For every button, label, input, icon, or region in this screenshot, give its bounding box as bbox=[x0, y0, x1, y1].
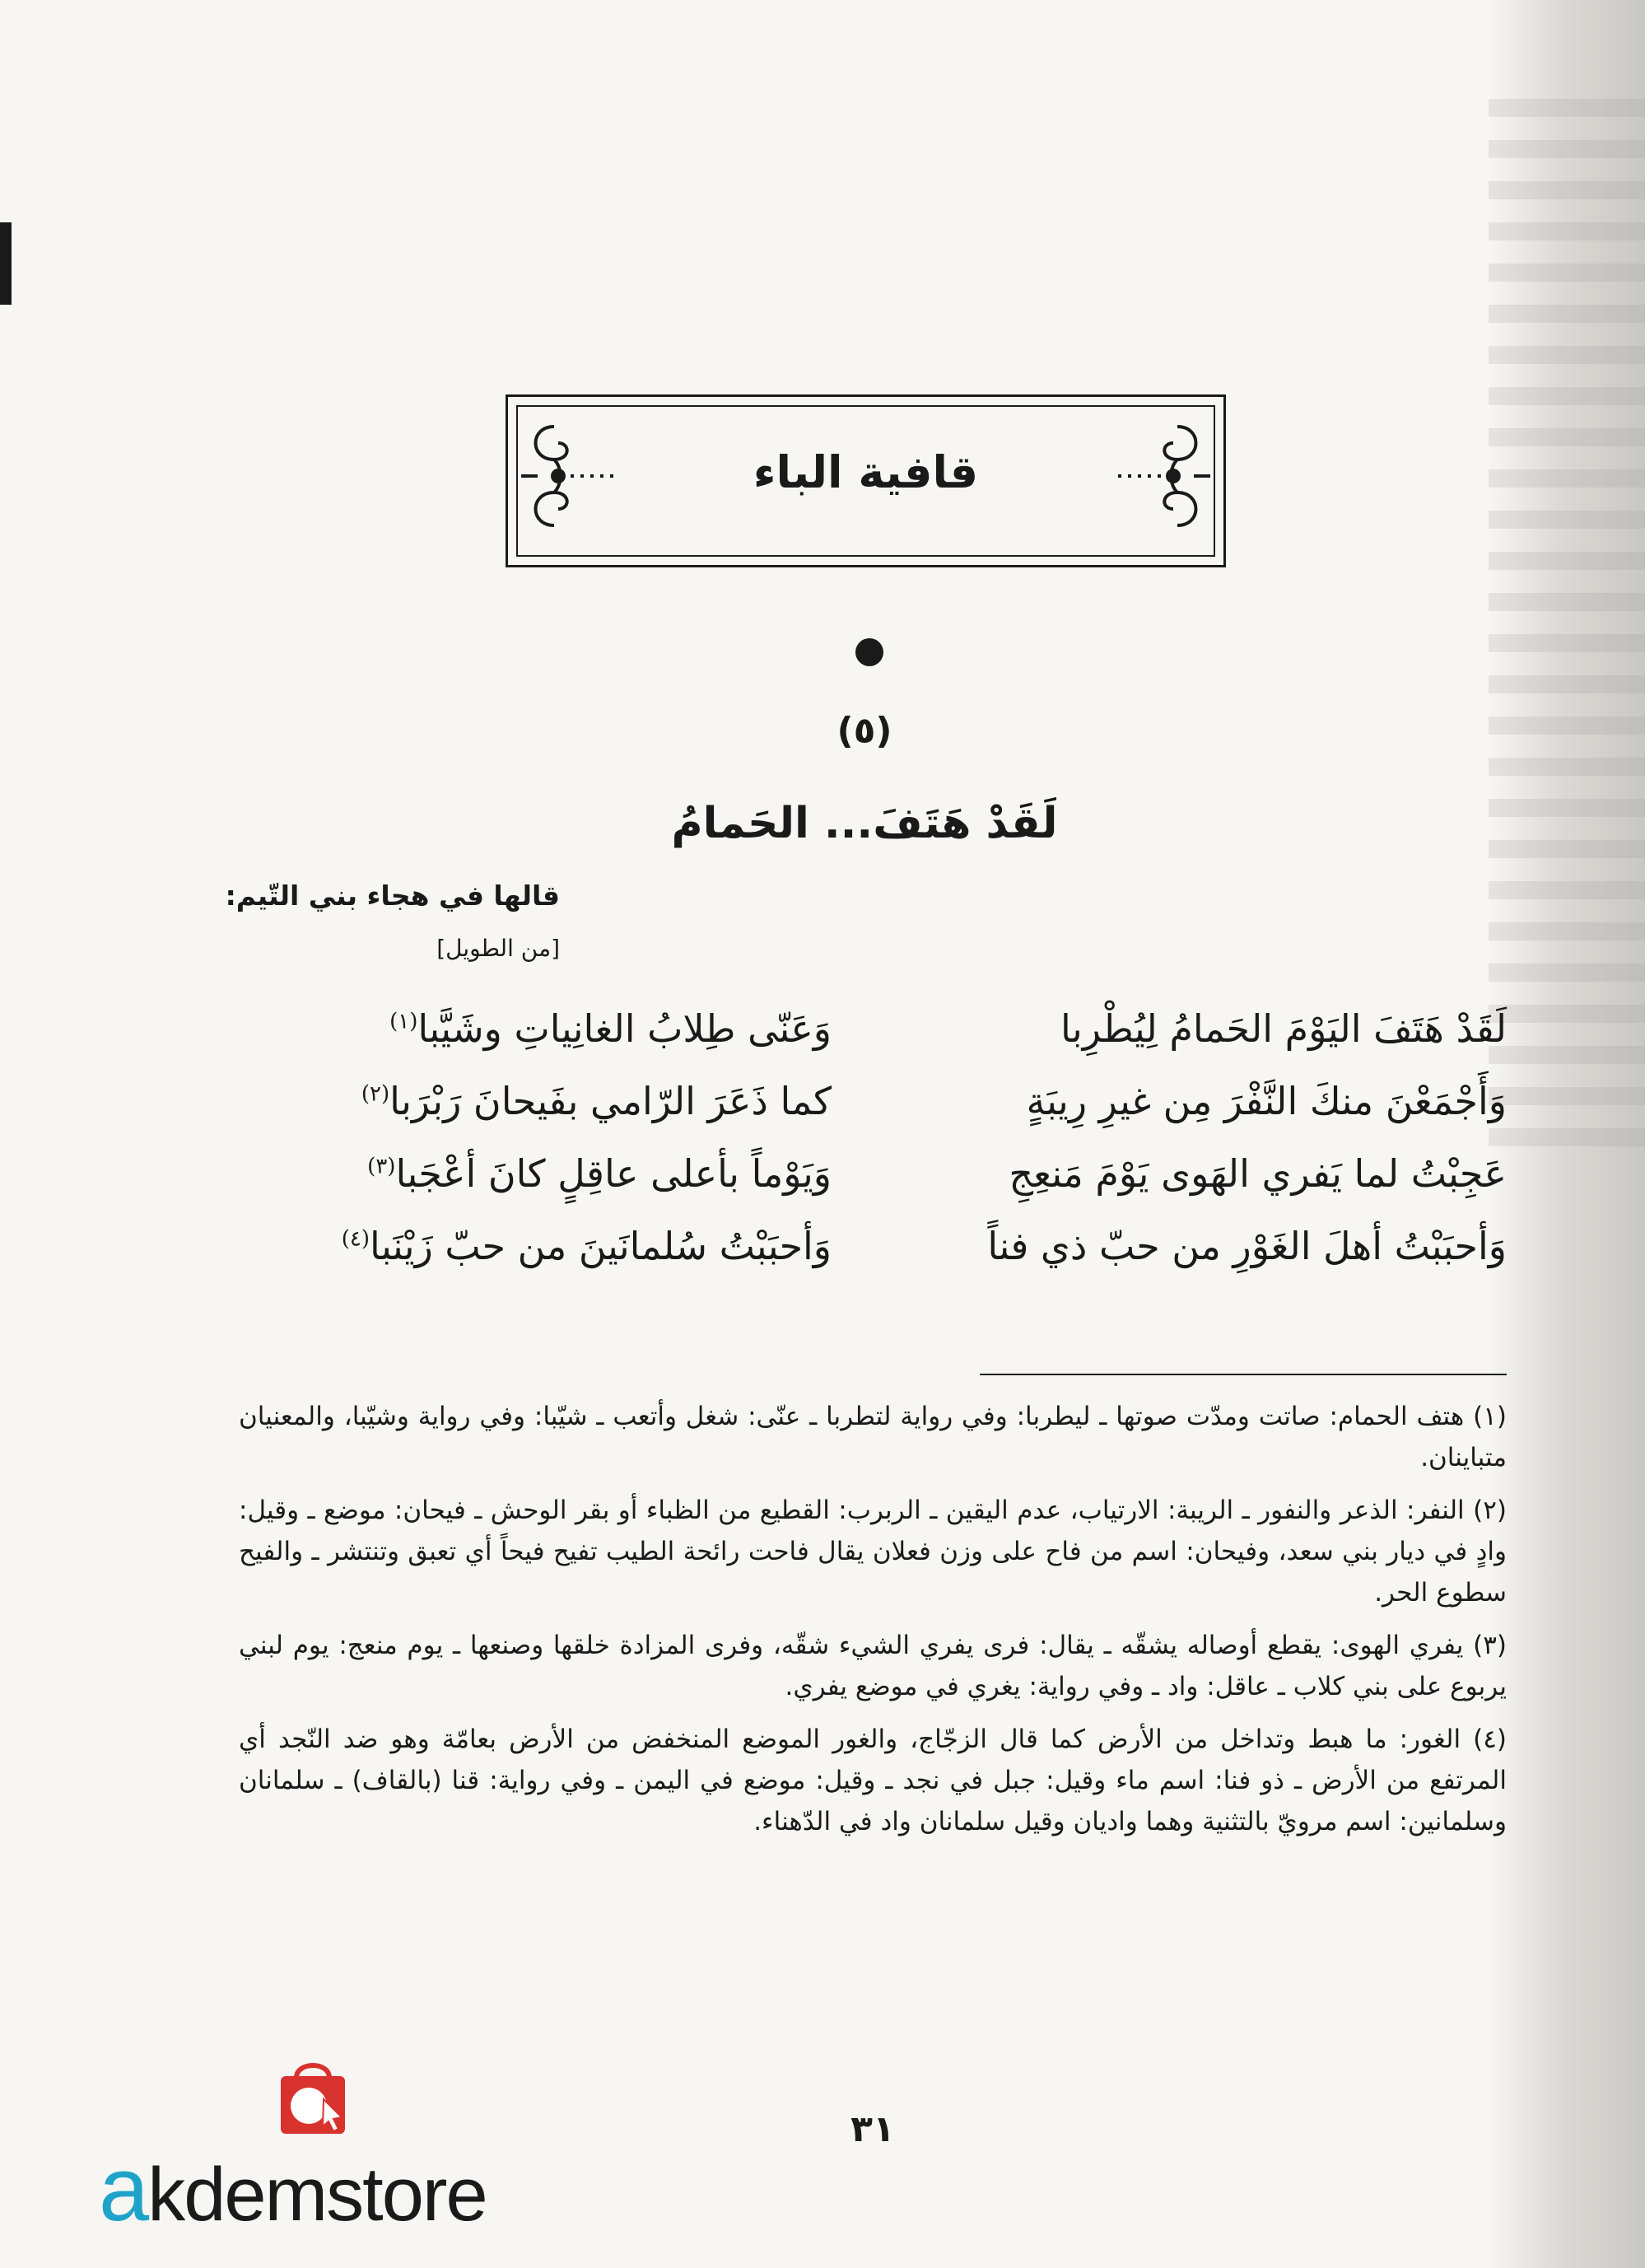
footnote-mark: (٣) bbox=[1473, 1631, 1507, 1660]
ornament-right-icon bbox=[1087, 418, 1210, 534]
verse-list bbox=[239, 992, 1507, 1282]
verse-first-hemistich: وَأَجْمَعْنَ منكَ النَّفْرَ مِن غيرِ رِيبَةٍ bbox=[1026, 1079, 1507, 1123]
watermark-logo bbox=[99, 2055, 560, 2240]
footnote-mark: (٢) bbox=[1473, 1496, 1507, 1525]
section-bullet bbox=[855, 638, 883, 666]
footnote-text: يفري الهوى: يقطع أوصاله يشقّه ـ يقال: فرى يفري الشيء شقّه، وفرى المزادة خلقها وصنعها ـ يوم منعج: يوم لبني يربوع على بني كلاب ـ عاقل: واد ـ وفي رواية: يغري في موضع يفري. bbox=[239, 1631, 1507, 1701]
verse-line bbox=[239, 1137, 1507, 1210]
page-number: ٣١ bbox=[850, 2108, 895, 2150]
poem-title: لَقَدْ هَتَفَ... الحَمامُ bbox=[671, 799, 1058, 848]
poem-meter: [من الطويل] bbox=[436, 935, 560, 962]
footnote-mark: (٤) bbox=[1473, 1724, 1508, 1754]
shopping-bag-icon bbox=[276, 2055, 350, 2137]
footnote-text: هتف الحمام: صاتت ومدّت صوتها ـ ليطربا: وفي رواية لتطربا ـ عنّى: شغل وأتعب ـ شيّبا: وفي رواية وشيّبا، والمعنيان متباينان. bbox=[239, 1402, 1507, 1472]
bleed-through-text bbox=[1489, 99, 1645, 1169]
footnote-ref: (٣) bbox=[367, 1154, 396, 1179]
poem-intro: قالها في هجاء بني التّيم: bbox=[225, 880, 560, 912]
scan-edge-mark bbox=[0, 222, 12, 305]
footnote-rule bbox=[980, 1374, 1507, 1375]
page-bleed-shadow bbox=[1489, 0, 1645, 2268]
verse-second-hemistich: وَأحبَبْتُ سُلمانَينَ من حبّ زَيْنَبا$^{(٤)}$ bbox=[341, 1224, 832, 1268]
footnotes bbox=[239, 1396, 1507, 1854]
footnote-mark: (١) bbox=[1473, 1402, 1508, 1431]
footnote-ref: (٢) bbox=[361, 1081, 390, 1107]
verse-line bbox=[239, 1065, 1507, 1137]
verse-first-hemistich: عَجِبْتُ لما يَفري الهَوى يَوْمَ مَنعِجِ bbox=[1009, 1151, 1507, 1196]
ornament-left-icon bbox=[521, 418, 645, 534]
verse-second-hemistich: كما ذَعَرَ الرّامي بفَيحانَ رَبْرَبا$^{(٢)}$ bbox=[361, 1079, 832, 1123]
footnote-ref: (١) bbox=[389, 1009, 418, 1034]
verse-first-hemistich: لَقَدْ هَتَفَ اليَوْمَ الحَمامُ لِيُطْرِبا bbox=[1060, 1006, 1507, 1051]
verse-line bbox=[239, 992, 1507, 1065]
footnote bbox=[239, 1719, 1507, 1842]
verse-second-hemistich: وَعَنّى طِلابُ الغانِياتِ وشَيَّبا$^{(١)}$ bbox=[389, 1006, 832, 1051]
rhyme-section-title: قافية الباء bbox=[753, 446, 979, 498]
verse-second-hemistich: وَيَوْماً بأعلى عاقِلٍ كانَ أعْجَبا$^{(٣)}$ bbox=[367, 1151, 832, 1196]
footnote-text: الغور: ما هبط وتداخل من الأرض كما قال الزجّاج، والغور الموضع المنخفض من الأرض بعامّة وهو ضد النّجد أي المرتفع من الأرض ـ ذو فنا: اسم ماء وقيل: جبل في نجد ـ وقيل: موضع في اليمن ـ وفي رواية: قنا (بالقاف) ـ سلمانان وسلمانين: اسم مرويّ بالتثنية وهما واديان وقيل سلمانان واد في الدّهناء. bbox=[239, 1724, 1507, 1836]
footnote bbox=[239, 1490, 1507, 1613]
verse-line bbox=[239, 1210, 1507, 1282]
footnote-text: النفر: الذعر والنفور ـ الريبة: الارتياب، عدم اليقين ـ الربرب: القطيع من الظباء أو بقر الوحش ـ فيحان: موضع ـ وقيل: وادٍ في ديار بني سعد، وفيحان: اسم من فاح على وزن فعلان يقال فاحت رائحة الطيب تفيح فيحاً أي تعبق وتنتشر ـ والفيح سطوع الحر. bbox=[239, 1496, 1507, 1608]
footnote bbox=[239, 1396, 1507, 1478]
verse-first-hemistich: وَأحبَبْتُ أهلَ الغَوْرِ من حبّ ذي فناً bbox=[987, 1224, 1507, 1268]
poem-number: (٥) bbox=[836, 710, 892, 752]
footnote bbox=[239, 1625, 1507, 1707]
heading-frame bbox=[506, 394, 1226, 567]
footnote-ref: (٤) bbox=[341, 1226, 370, 1252]
watermark-brand: akdemstore bbox=[99, 2139, 487, 2240]
